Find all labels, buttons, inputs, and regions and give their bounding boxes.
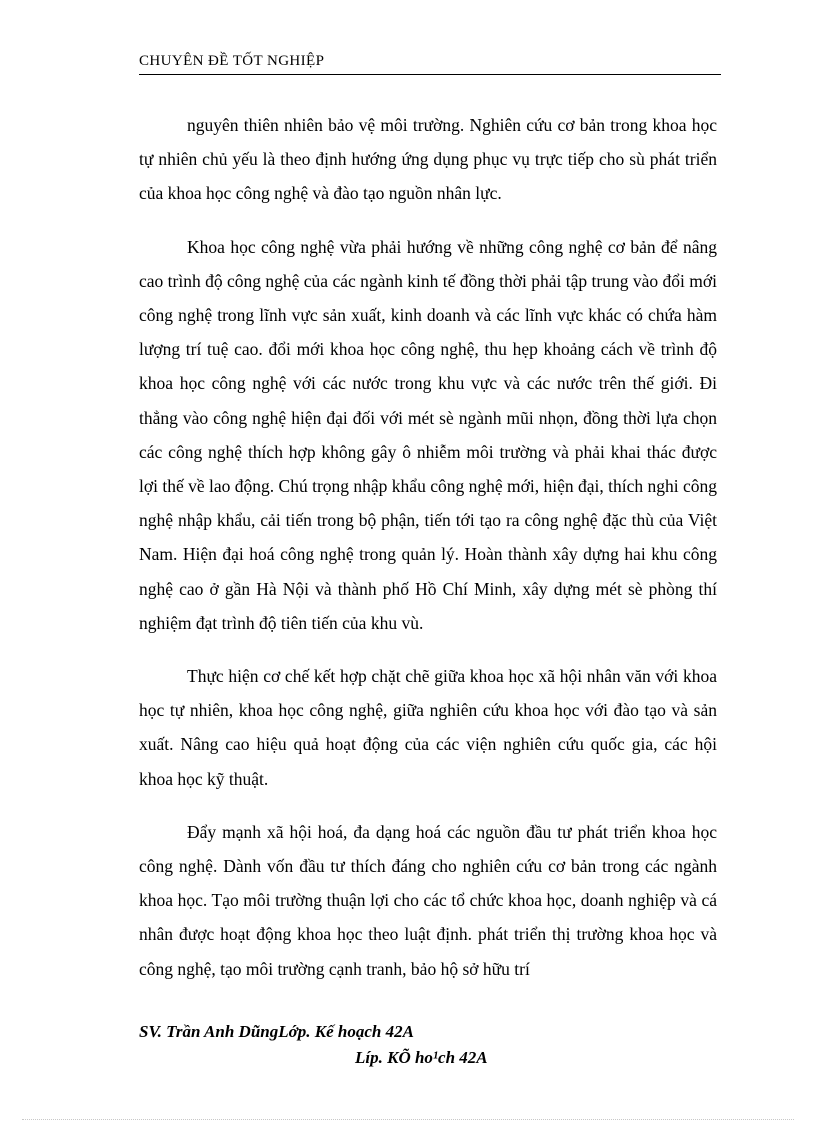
paragraph-4: Đẩy mạnh xã hội hoá, đa dạng hoá các nguồn đầu tư phát triển khoa học công nghệ. Dành vốn đầu tư thích đáng cho nghiên cứu cơ bản trong các ngành khoa học. Tạo môi trường thuận lợi cho các tổ chức khoa học, doanh nghiệp và cá nhân được hoạt động khoa học theo luật định. phát triển thị trường khoa học và công nghệ, tạo môi trường cạnh tranh, bảo hộ sở hữu trí bbox=[139, 821, 717, 979]
paragraph-3: Thực hiện cơ chế kết hợp chặt chẽ giữa khoa học xã hội nhân văn với khoa học tự nhiên, khoa học công nghệ, giữa nghiên cứu khoa học với đào tạo và sản xuất. Nâng cao hiệu quả hoạt động của các viện nghiên cứu quốc gia, các hội khoa học kỹ thuật. bbox=[139, 666, 717, 789]
page-header bbox=[139, 52, 721, 75]
footer-class-garbled: Líp. KÕ ho¹ch 42A bbox=[355, 1048, 488, 1067]
paragraph-1: nguyên thiên nhiên bảo vệ môi trường. Nghiên cứu cơ bản trong khoa học tự nhiên chủ yếu là theo định hướng ứng dụng phục vụ trực tiếp cho sù phát triển của khoa học công nghệ và đào tạo nguồn nhân lực. bbox=[139, 115, 717, 204]
page-bottom-divider bbox=[22, 1119, 794, 1120]
header-title: CHUYÊN ĐỀ TỐT NGHIỆP bbox=[139, 53, 325, 69]
paragraph-2: Khoa học công nghệ vừa phải hướng về những công nghệ cơ bản để nâng cao trình độ công nghệ của các ngành kinh tế đồng thời phải tập trung vào đổi mới công nghệ trong lĩnh vực sản xuất, kinh doanh và các lĩnh vực khác có chứa hàm lượng trí tuệ cao. đổi mới khoa học công nghệ, thu hẹp khoảng cách về trình độ khoa học công nghệ với các nước trong khu vực và các nước trên thế giới. Đi thẳng vào công nghệ hiện đại đối với mét sè ngành mũi nhọn, đồng thời lựa chọn các công nghệ thích hợp không gây ô nhiễm môi trường và phải khai thác được lợi thế về lao động. Chú trọng nhập khẩu công nghệ mới, hiện đại, thích nghi công nghệ nhập khẩu, cải tiến trong bộ phận, tiến tới tạo ra công nghệ đặc thù của Việt Nam. Hiện đại hoá công nghệ trong quản lý. Hoàn thành xây dựng hai khu công nghệ cao ở gần Hà Nội và thành phố Hồ Chí Minh, xây dựng mét sè phòng thí nghiệm đạt trình độ tiên tiến của khu vù. bbox=[139, 236, 717, 633]
footer-author-class: SV. Trần Anh DũngLớp. Kế hoạch 42A bbox=[139, 1022, 414, 1041]
document-body bbox=[139, 108, 717, 1005]
